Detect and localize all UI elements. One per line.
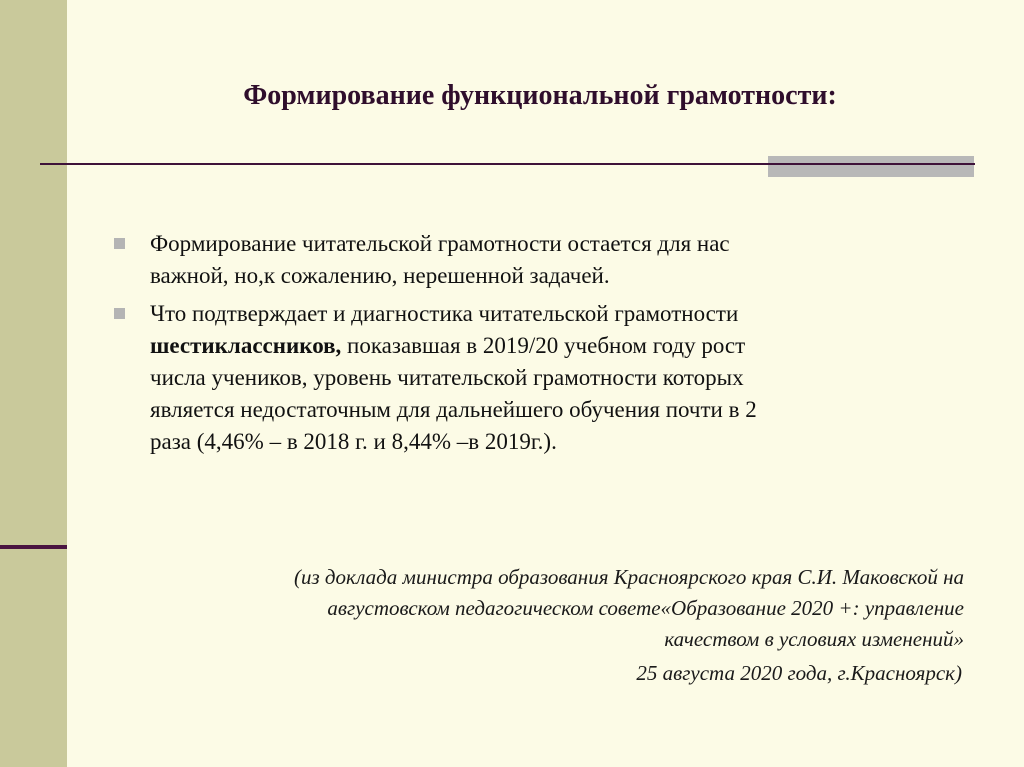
bullet-text-line: Формирование читательской грамотности остается для нас [150, 231, 730, 256]
bullet-text-line: важной, но,к сожалению, нерешенной задачей. [150, 263, 610, 288]
slide-title: Формирование функциональной грамотности: [243, 80, 837, 111]
title-gray-bar [768, 156, 974, 177]
title-rule-overlay [768, 163, 974, 165]
bullet-text-line: раза (4,46% – в 2018 г. и 8,44% –в 2019г.). [150, 429, 557, 454]
quote-line: августовском педагогическом совете«Образование 2020 +: управление [327, 596, 964, 620]
quote-line: качеством в условиях изменений» [664, 627, 964, 651]
bullet-text-line: показавшая в 2019/20 учебном году рост [341, 333, 746, 358]
bullet-text-line: Что подтверждает и диагностика читательской грамотности [150, 301, 739, 326]
bullet-item [112, 228, 912, 292]
bullet-item [112, 298, 912, 458]
bullet-text-line: числа учеников, уровень читательской грамотности которых [150, 365, 744, 390]
bullet-bold-text: шестиклассников, [150, 333, 342, 358]
square-bullet-icon [114, 308, 125, 319]
bullet-text-line: является недостаточным для дальнейшего обучения почти в 2 [150, 397, 757, 422]
bullet-list [112, 228, 912, 464]
quote-line: (из доклада министра образования Красноярского края С.И. Маковской на [293, 565, 964, 589]
source-quote [130, 562, 964, 655]
square-bullet-icon [114, 238, 125, 249]
left-band-accent-line [0, 545, 67, 549]
left-decorative-band [0, 0, 67, 767]
quote-date: 25 августа 2020 года, г.Красноярск) [636, 661, 962, 685]
